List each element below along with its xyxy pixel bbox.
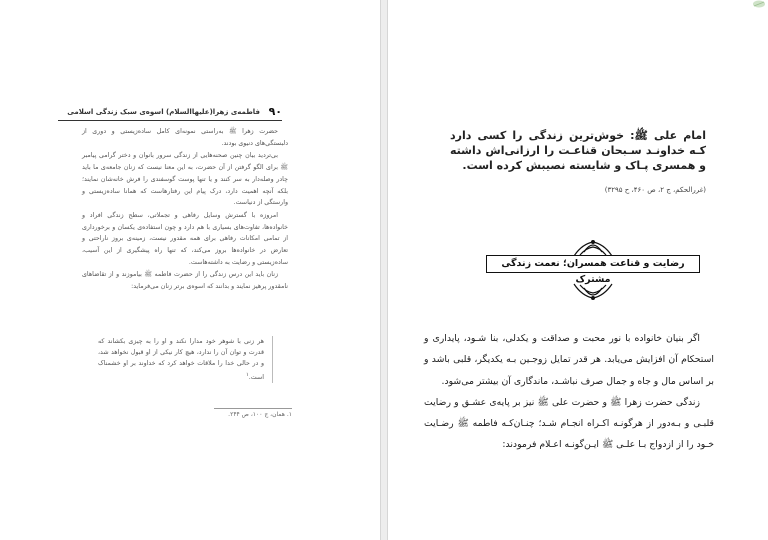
hadith-quote: امام علی ﷺ: خوش‌ترین زندگی را کسی دارد کـه خداونـد سـبحان قناعـت را ارزانی‌اش داشته و همسری پـاک و شایسته نصیبش کرده است. [450, 129, 706, 172]
paragraph: اگر بنیان خانواده با نور محبت و صداقت و یکدلی، بنا شـود، پایداری و استحکام آن افزایش می‌یابد. هر قدر تمایل زوجـین بـه یکدیگر، قلبی باشد و بر اساس مال و جاه و جمال صرف نباشـد، ماندگاری آن بیشتر می‌شود. [424, 333, 714, 387]
paragraph: حضرت زهرا ﷺ به‌راستی نمونه‌ای کامل ساده‌زیستی و دوری از دلبستگی‌های دنیوی بودند. [82, 128, 288, 147]
page-number: ۹۰ [268, 105, 282, 118]
paragraph: زنان باید این درس زندگی را از حضرت فاطمه ﷺ بیاموزند و از تقاضاهای نامقدور پرهیز نمایند و بدانند که اسوه‌ی برتر زنان می‌فرماید: [82, 271, 288, 291]
leaf-icon [748, 0, 766, 10]
quote-text: هر زنی با شوهر خود مدارا نکند و او را به چیزی بکشاند که قدرت و توان آن را ندارد، هیچ کار نیکی از او قبول نخواهد شد، و در حالی خدا را ملاقات خواهد کرد که خداوند بر او خشمناک است. [98, 338, 264, 381]
running-header [58, 105, 282, 121]
right-body-text [424, 328, 714, 456]
footnote: ۱. همان، ج ۱۰۰، ص ۲۴۴. [228, 411, 292, 418]
header-title: فاطمه‌ی زهرا(علیهاالسلام) اسوه‌ی سبک زندگی اسلامی [67, 108, 260, 116]
section-title: رضایت و قناعت همسران؛ نعمت زندگی مشترک [486, 255, 700, 273]
left-page [0, 0, 381, 540]
left-body-text [82, 126, 288, 294]
hadith-source: (غررالحکم، ج ۲، ص ۴۶۰، ح ۳۲۹۵) [604, 186, 706, 194]
block-quote [98, 336, 273, 383]
paragraph: زندگی حضرت زهرا ﷺ و حضرت علی ﷺ نیز بر پایه‌ی عشـق و رضایت قلبـی و بـه‌دور از هرگونـه اکـراه انجـام شـد؛ چنـان‌کـه فاطمه ﷺ رضـایت خـود را از ازدواج بـا علـی ﷺ ایـن‌گونـه اعـلام فرمودند: [424, 396, 714, 451]
paragraph: امروزه با گسترش وسایل رفاهی و تجملاتی، سطح زندگی افراد و خانواده‌ها، تفاوت‌های بسیاری با هم دارد و چون استفاده‌ی یکسان و برخورداری از تمامی امکانات رفاهی برای همه مقدور نیست، زمینه‌ی بروز ناراحتی و تعارض در خانواده‌ها بروز می‌کند، که تنها راه پیشگیری از این آسیب، ساده‌زیستی و رضایت به داشته‌هاست. [82, 211, 288, 266]
footnote-divider [214, 408, 292, 409]
paragraph: بی‌تردید بیان چنین صحنه‌هایی از زندگی سرور بانوان و دختر گرامی پیامبر ﷺ برای الگو گرفتن از آن حضرت، به این معنا نیست که زنان جامعه‌ی ما باید چادر وصله‌دار به سر کنند و یا تنها پوست گوسفندی را فرش خانه‌شان نمایند؛ بلکه آنچه اهمیت دارد، درک پیام این رفتارهاست که همانا ساده‌زیستی و وارستگی از دنیاست. [82, 152, 288, 207]
right-page [387, 0, 768, 540]
footnote-ref: ۱ [245, 371, 249, 378]
